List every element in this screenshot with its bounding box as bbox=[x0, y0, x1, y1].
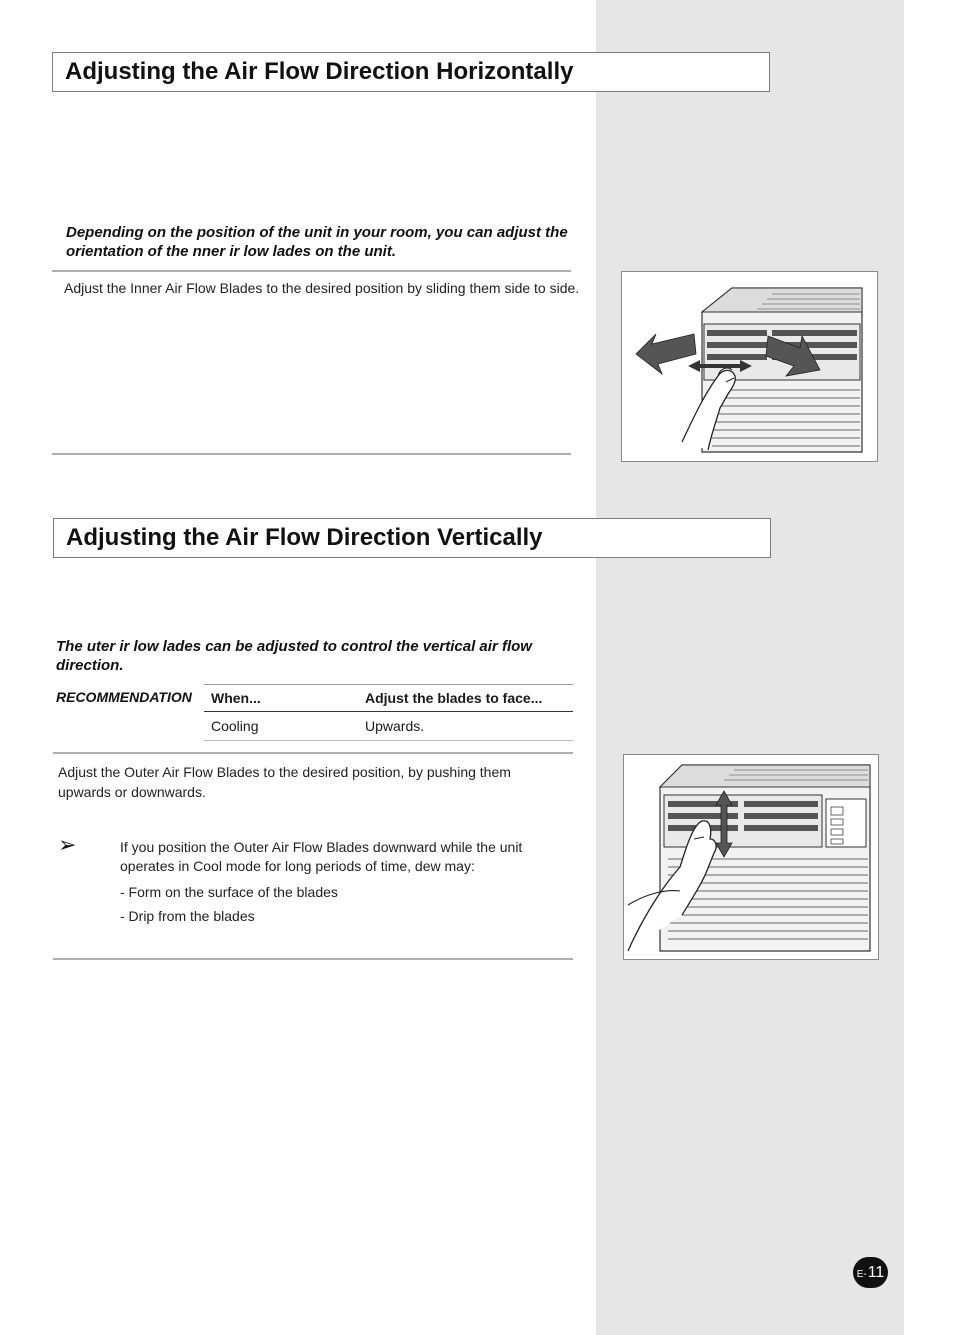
recommendation-table bbox=[204, 684, 573, 741]
divider bbox=[52, 453, 571, 455]
divider bbox=[53, 752, 573, 754]
section-title-vertical: Adjusting the Air Flow Direction Vertically bbox=[53, 518, 771, 558]
sidebar-band bbox=[596, 0, 904, 1335]
illustration-horizontal-blades bbox=[621, 271, 878, 462]
arrowhead-icon: ➢ bbox=[58, 832, 77, 857]
list-item: - Form on the surface of the blades bbox=[120, 884, 338, 900]
list-item: - Drip from the blades bbox=[120, 908, 255, 924]
instruction-vertical: Adjust the Outer Air Flow Blades to the desired position, by pushing them upwards or downwards. bbox=[58, 764, 511, 800]
lead-horizontal: Depending on the position of the unit in your room, you can adjust the orientation of the nner ir low lades on the unit. bbox=[66, 224, 568, 260]
table-header-when: When... bbox=[204, 685, 358, 712]
instruction-horizontal: Adjust the Inner Air Flow Blades to the desired position by sliding them side to side. bbox=[64, 280, 580, 296]
note-list bbox=[120, 880, 560, 928]
page-number: 11 bbox=[867, 1263, 885, 1281]
note-block bbox=[120, 838, 560, 928]
illustration-vertical-blades bbox=[623, 754, 879, 960]
note-text: If you position the Outer Air Flow Blades downward while the unit operates in Cool mode for long periods of time, dew may: bbox=[120, 839, 523, 874]
table-cell-direction: Upwards. bbox=[358, 712, 573, 741]
page-prefix: E- bbox=[856, 1269, 867, 1280]
table-row bbox=[204, 712, 573, 741]
recommendation-label: RECOMMENDATION bbox=[56, 689, 192, 705]
divider bbox=[52, 270, 571, 272]
lead-vertical: The uter ir low lades can be adjusted to control the vertical air flow direction. bbox=[56, 638, 532, 674]
divider bbox=[53, 958, 573, 960]
page-number-badge bbox=[853, 1257, 888, 1288]
table-header-adjust: Adjust the blades to face... bbox=[358, 685, 573, 712]
table-cell-condition: Cooling bbox=[204, 712, 358, 741]
section-title-horizontal: Adjusting the Air Flow Direction Horizontally bbox=[52, 52, 770, 92]
